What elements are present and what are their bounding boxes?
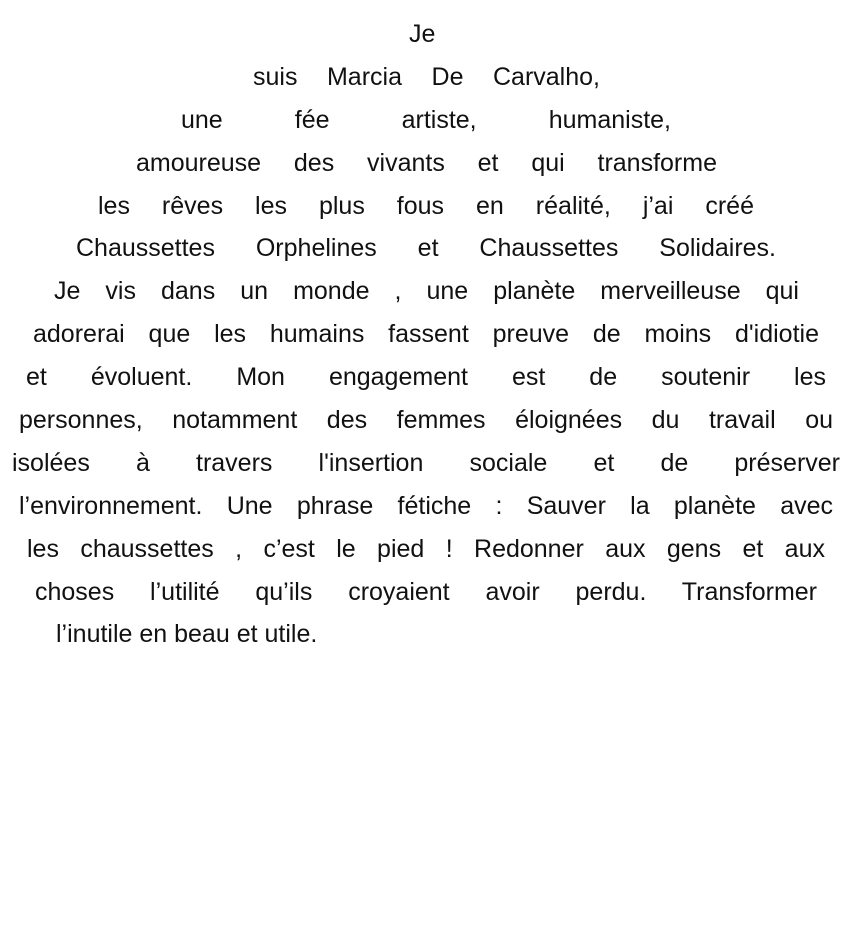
bio-line: personnes, notamment des femmes éloignées du travail ou <box>19 406 833 435</box>
bio-line: les chaussettes , c’est le pied ! Redonner aux gens et aux <box>27 534 825 563</box>
bio-text-block <box>0 13 852 656</box>
bio-line: isolées à travers l'insertion sociale et de préserver <box>12 448 840 477</box>
bio-line: les rêves les plus fous en réalité, j’ai créé <box>98 191 754 220</box>
bio-line: et évoluent. Mon engagement est de soutenir les <box>26 363 826 392</box>
bio-line: amoureuse des vivants et qui transforme <box>136 148 717 177</box>
bio-line: Je <box>409 20 436 48</box>
bio-line: Je vis dans un monde , une planète merveilleuse qui <box>54 277 799 306</box>
bio-line: Chaussettes Orphelines et Chaussettes Solidaires. <box>76 234 776 263</box>
bio-line: l’environnement. Une phrase fétiche : Sauver la planète avec <box>19 491 833 520</box>
bio-line: une fée artiste, humaniste, <box>181 105 671 134</box>
bio-line: l’inutile en beau et utile. <box>56 620 318 649</box>
bio-line: choses l’utilité qu’ils croyaient avoir perdu. Transformer <box>35 577 817 606</box>
bio-line: suis Marcia De Carvalho, <box>253 62 600 91</box>
bio-line: adorerai que les humains fassent preuve de moins d'idiotie <box>33 320 819 349</box>
